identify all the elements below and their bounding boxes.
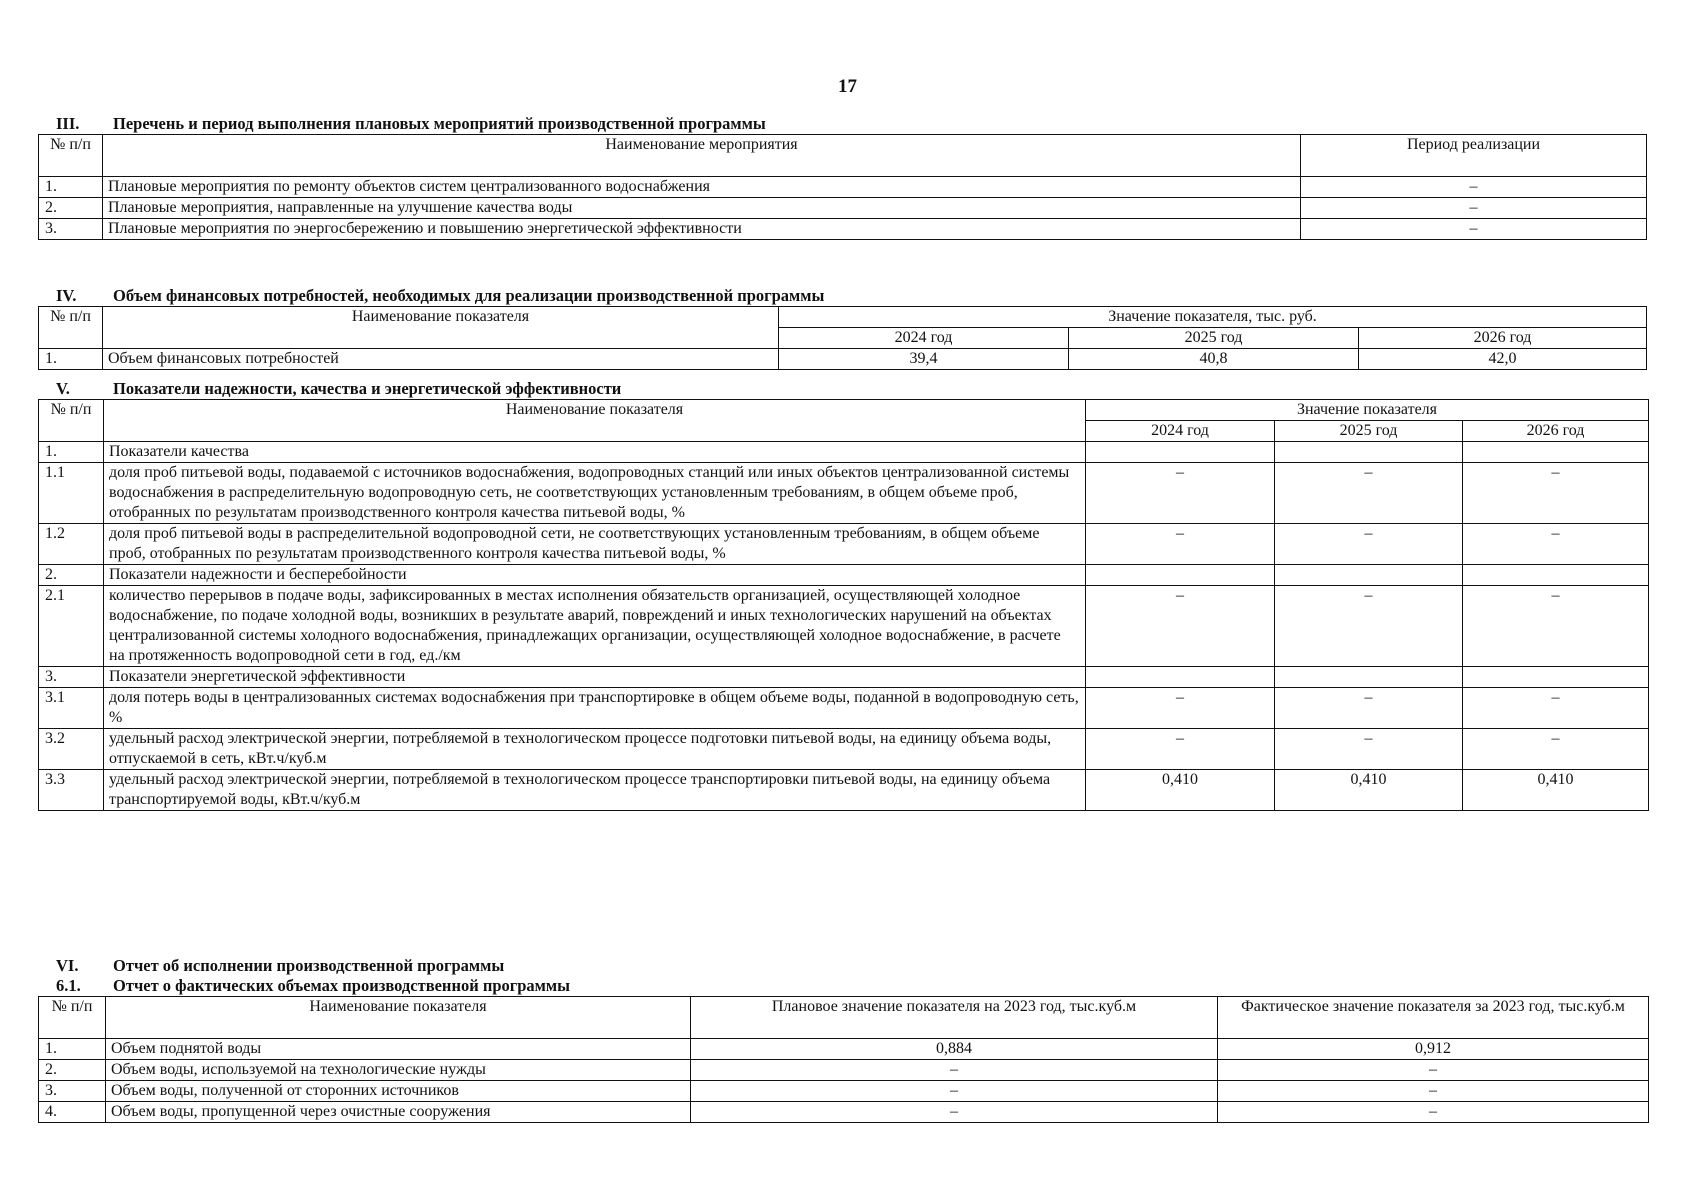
table-row: 3. Объем воды, полученной от сторонних источников – –	[39, 1081, 1649, 1102]
table-row: 1. Объем поднятой воды 0,884 0,912	[39, 1039, 1649, 1060]
table-row: 2. Показатели надежности и бесперебойности	[39, 565, 1649, 586]
section-6-1-title: 6.1. Отчет о фактических объемах производственной программы	[56, 976, 571, 995]
section-5-title: V. Показатели надежности, качества и энергетической эффективности	[56, 379, 622, 398]
header-period: Период реализации	[1301, 135, 1647, 177]
header-number: № п/п	[39, 400, 104, 442]
section-4-title: IV. Объем финансовых потребностей, необходимых для реализации производственной программы	[56, 286, 825, 305]
header-indicator-name: Наименование показателя	[104, 400, 1086, 442]
header-plan-value: Плановое значение показателя на 2023 год, тыс.куб.м	[691, 997, 1218, 1039]
financial-needs-table	[38, 306, 1647, 370]
section-5	[38, 379, 1649, 811]
table-row: 3.2 удельный расход электрической энергии, потребляемой в технологическом процессе подготовки питьевой воды, на единицу объема воды, отпускаемой в сеть, кВт.ч/куб.м – – –	[39, 729, 1649, 770]
header-year-2025: 2025 год	[1069, 328, 1359, 349]
table-row: 3. Плановые мероприятия по энергосбережению и повышению энергетической эффективности –	[39, 219, 1647, 240]
header-year-2024: 2024 год	[1086, 421, 1275, 442]
section-3	[38, 114, 1647, 240]
table-row: 1. Показатели качества	[39, 442, 1649, 463]
table-row: 1. Объем финансовых потребностей 39,4 40,8 42,0	[39, 349, 1647, 370]
header-value: Значение показателя	[1086, 400, 1649, 421]
table-row: 1.1 доля проб питьевой воды, подаваемой с источников водоснабжения, водопроводных станций или иных объектов централизованной системы водоснабжения в распределительную водопроводную сеть, не соответствующих установленным требованиям, в общем объеме проб, отобранных по результатам производственного контроля качества питьевой воды, % – – –	[39, 463, 1649, 524]
page-number: 17	[838, 76, 857, 97]
header-number: № п/п	[39, 307, 103, 349]
reliability-quality-table	[38, 399, 1649, 811]
activities-table	[38, 134, 1647, 240]
section-4	[38, 286, 1647, 370]
table-row: 2.1 количество перерывов в подаче воды, зафиксированных в местах исполнения обязательств организацией, осуществляющей холодное водоснабжение, по подаче холодной воды, возникших в результате аварий, повреждений и иных технологических нарушений на объектах централизованной системы холодного водоснабжения, принадлежащих организации, осуществляющей холодное водоснабжение, в расчете на протяженность водопроводной сети в год, ед./км – – –	[39, 586, 1649, 667]
table-row: 2. Объем воды, используемой на технологические нужды – –	[39, 1060, 1649, 1081]
header-indicator-name: Наименование показателя	[106, 997, 691, 1039]
header-indicator-name: Наименование показателя	[103, 307, 779, 349]
header-year-2026: 2026 год	[1463, 421, 1649, 442]
actual-volumes-table	[38, 996, 1649, 1123]
section-6	[38, 956, 1649, 1123]
section-3-title: III. Перечень и период выполнения плановых мероприятий производственной программы	[56, 114, 766, 133]
header-actual-value: Фактическое значение показателя за 2023 год, тыс.куб.м	[1218, 997, 1649, 1039]
header-number: № п/п	[39, 997, 106, 1039]
header-year-2025: 2025 год	[1275, 421, 1463, 442]
header-year-2024: 2024 год	[779, 328, 1069, 349]
table-row: 3.3 удельный расход электрической энергии, потребляемой в технологическом процессе транспортировки питьевой воды, на единицу объема транспортируемой воды, кВт.ч/куб.м 0,410 0,410 0,410	[39, 770, 1649, 811]
table-row: 3. Показатели энергетической эффективности	[39, 667, 1649, 688]
header-activity-name: Наименование мероприятия	[103, 135, 1301, 177]
table-row: 1. Плановые мероприятия по ремонту объектов систем централизованного водоснабжения –	[39, 177, 1647, 198]
table-row: 4. Объем воды, пропущенной через очистные сооружения – –	[39, 1102, 1649, 1123]
table-row: 2. Плановые мероприятия, направленные на улучшение качества воды –	[39, 198, 1647, 219]
table-row: 1.2 доля проб питьевой воды в распределительной водопроводной сети, не соответствующих установленным требованиям, в общем объеме проб, отобранных по результатам производственного контроля качества питьевой воды, % – – –	[39, 524, 1649, 565]
section-6-title: VI. Отчет об исполнении производственной программы	[56, 956, 505, 975]
header-year-2026: 2026 год	[1359, 328, 1647, 349]
header-value: Значение показателя, тыс. руб.	[779, 307, 1647, 328]
header-number: № п/п	[39, 135, 103, 177]
table-row: 3.1 доля потерь воды в централизованных системах водоснабжения при транспортировке в общем объеме воды, поданной в водопроводную сеть, % – – –	[39, 688, 1649, 729]
